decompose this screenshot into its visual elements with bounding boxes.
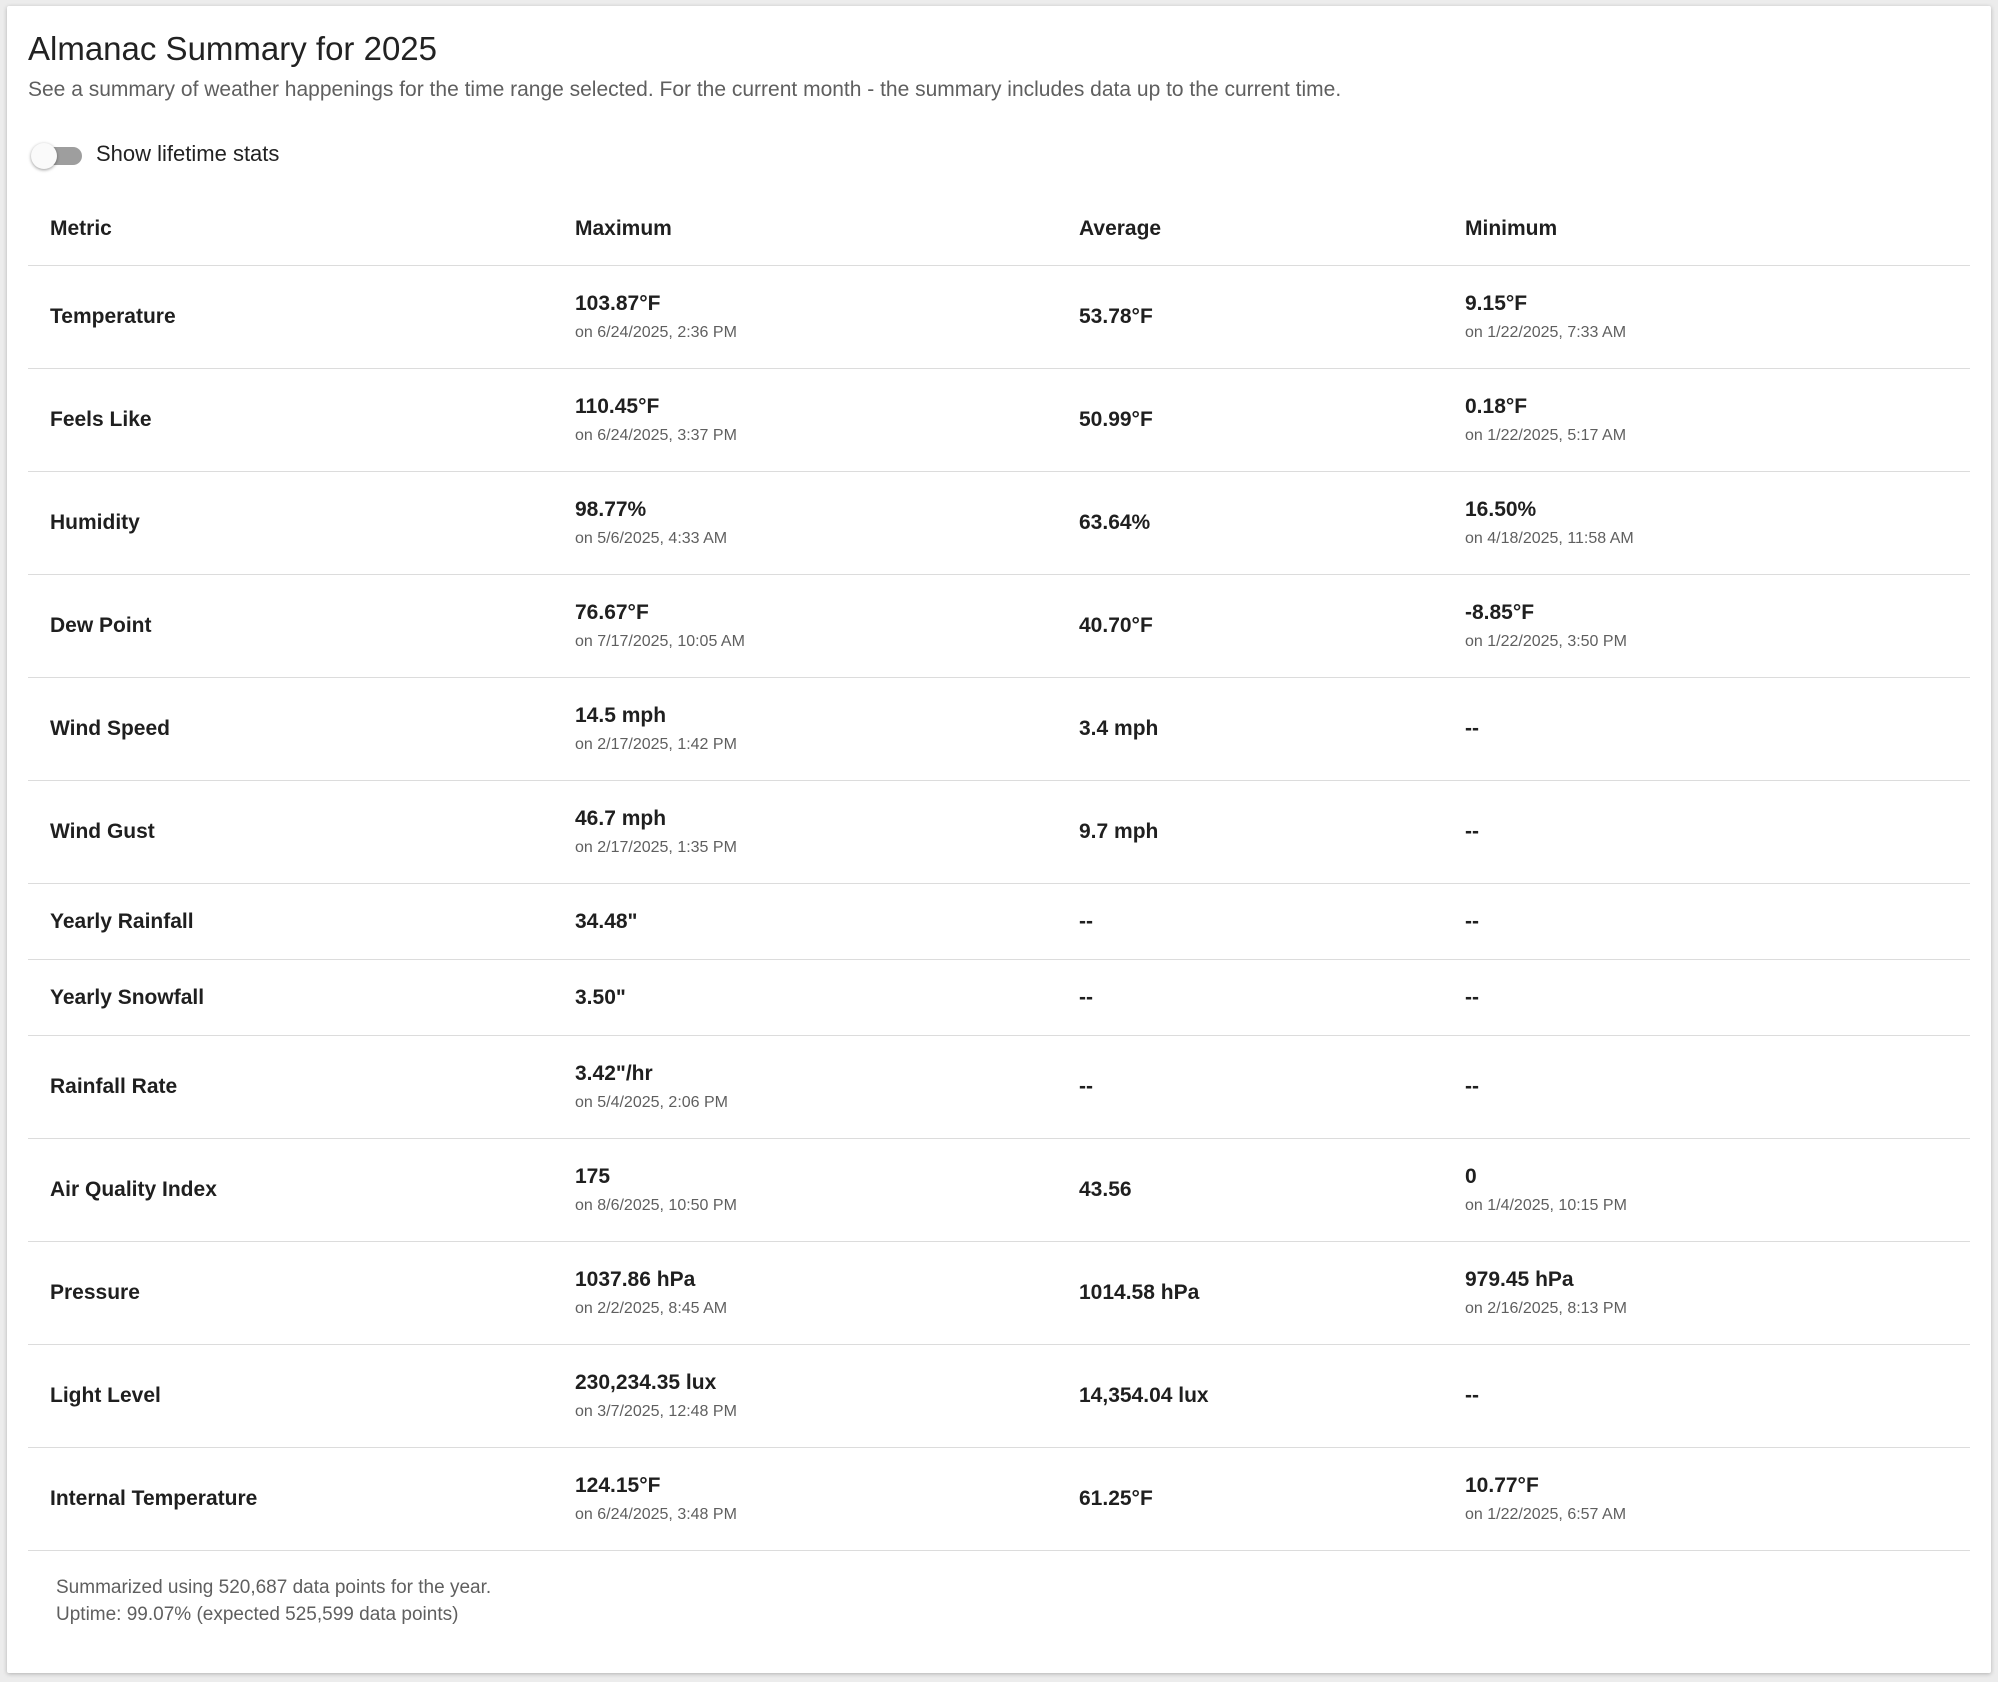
minimum-cell-value: -- xyxy=(1465,820,1479,843)
table-row xyxy=(28,1036,1970,1139)
minimum-cell xyxy=(1465,985,1970,1011)
metric-cell-value: Internal Temperature xyxy=(50,1487,258,1510)
lifetime-stats-toggle-row xyxy=(28,138,279,170)
table-row xyxy=(28,575,1970,678)
maximum-cell-value: 103.87°F xyxy=(575,292,661,315)
minimum-cell xyxy=(1465,819,1970,845)
maximum-cell-value: 98.77% xyxy=(575,498,647,521)
maximum-cell xyxy=(575,909,1079,935)
metric-cell-value: Wind Gust xyxy=(50,820,155,843)
minimum-cell-value: 0.18°F xyxy=(1465,395,1528,418)
average-cell xyxy=(1079,304,1465,330)
summary-footer xyxy=(56,1574,491,1628)
maximum-cell xyxy=(575,1370,1079,1422)
metric-cell-value: Feels Like xyxy=(50,408,152,431)
table-row xyxy=(28,1242,1970,1345)
metric-cell xyxy=(28,820,575,844)
minimum-cell xyxy=(1465,497,1970,549)
maximum-cell xyxy=(575,1473,1079,1525)
table-row xyxy=(28,1139,1970,1242)
minimum-cell xyxy=(1465,394,1970,446)
maximum-cell xyxy=(575,1164,1079,1216)
minimum-cell-timestamp: on 1/22/2025, 7:33 AM xyxy=(1465,324,1627,341)
average-cell xyxy=(1079,613,1465,639)
table-row xyxy=(28,369,1970,472)
maximum-cell-value: 14.5 mph xyxy=(575,704,667,727)
minimum-cell-timestamp: on 1/22/2025, 5:17 AM xyxy=(1465,427,1627,444)
maximum-cell-timestamp: on 5/6/2025, 4:33 AM xyxy=(575,530,728,547)
page-subtitle: See a summary of weather happenings for the time range selected. For the current month - the summary includes data up to the current time. xyxy=(28,78,1342,101)
metric-cell-value: Dew Point xyxy=(50,614,152,637)
table-row xyxy=(28,960,1970,1036)
minimum-cell xyxy=(1465,1267,1970,1319)
maximum-cell-timestamp: on 6/24/2025, 2:36 PM xyxy=(575,324,737,341)
average-cell-value: 53.78°F xyxy=(1079,305,1153,328)
table-row xyxy=(28,1345,1970,1448)
maximum-cell xyxy=(575,985,1079,1011)
column-header-metric: Metric xyxy=(50,216,112,240)
maximum-cell-value: 3.50" xyxy=(575,985,626,1009)
average-cell xyxy=(1079,1486,1465,1512)
maximum-cell-value: 124.15°F xyxy=(575,1474,661,1497)
column-header-minimum: Minimum xyxy=(1465,216,1558,240)
table-header xyxy=(28,192,1970,266)
metric-cell-value: Yearly Rainfall xyxy=(50,909,194,933)
metric-cell xyxy=(28,717,575,741)
minimum-cell xyxy=(1465,716,1970,742)
metric-cell xyxy=(28,1384,575,1408)
metric-cell-value: Yearly Snowfall xyxy=(50,985,205,1009)
metric-cell xyxy=(28,1487,575,1511)
maximum-cell-value: 230,234.35 lux xyxy=(575,1371,717,1394)
maximum-cell xyxy=(575,703,1079,755)
maximum-cell xyxy=(575,291,1079,343)
average-cell-value: 1014.58 hPa xyxy=(1079,1281,1200,1304)
maximum-cell-timestamp: on 7/17/2025, 10:05 AM xyxy=(575,633,745,650)
maximum-cell xyxy=(575,600,1079,652)
metric-cell xyxy=(28,614,575,638)
uptime-note: Uptime: 99.07% (expected 525,599 data points) xyxy=(56,1604,459,1625)
average-cell-value: -- xyxy=(1079,909,1093,933)
table-row xyxy=(28,884,1970,960)
average-cell-value: 61.25°F xyxy=(1079,1487,1153,1510)
minimum-cell-value: 979.45 hPa xyxy=(1465,1268,1574,1291)
minimum-cell-value: -8.85°F xyxy=(1465,601,1535,624)
metric-cell-value: Humidity xyxy=(50,511,140,534)
minimum-cell-timestamp: on 1/22/2025, 6:57 AM xyxy=(1465,1506,1627,1523)
column-header-maximum: Maximum xyxy=(575,216,672,240)
maximum-cell-timestamp: on 2/2/2025, 8:45 AM xyxy=(575,1300,728,1317)
maximum-cell-timestamp: on 2/17/2025, 1:35 PM xyxy=(575,839,737,856)
average-cell-value: 9.7 mph xyxy=(1079,820,1159,843)
maximum-cell-value: 1037.86 hPa xyxy=(575,1268,696,1291)
average-cell-value: 40.70°F xyxy=(1079,614,1153,637)
table-row xyxy=(28,1448,1970,1551)
almanac-card xyxy=(7,6,1991,1673)
minimum-cell xyxy=(1465,1383,1970,1409)
metric-cell-value: Pressure xyxy=(50,1281,140,1304)
average-cell-value: -- xyxy=(1079,985,1093,1009)
average-cell xyxy=(1079,1280,1465,1306)
minimum-cell xyxy=(1465,1473,1970,1525)
average-cell-value: 63.64% xyxy=(1079,511,1151,534)
average-cell xyxy=(1079,1074,1465,1100)
metric-cell-value: Wind Speed xyxy=(50,717,170,740)
average-cell-value: 43.56 xyxy=(1079,1178,1132,1201)
maximum-cell-value: 110.45°F xyxy=(575,395,660,418)
metric-cell xyxy=(28,1281,575,1305)
metric-cell xyxy=(28,511,575,535)
minimum-cell xyxy=(1465,291,1970,343)
minimum-cell xyxy=(1465,909,1970,935)
average-cell-value: -- xyxy=(1079,1075,1093,1098)
maximum-cell-timestamp: on 8/6/2025, 10:50 PM xyxy=(575,1197,737,1214)
average-cell xyxy=(1079,716,1465,742)
minimum-cell-timestamp: on 4/18/2025, 11:58 AM xyxy=(1465,530,1634,547)
table-row xyxy=(28,781,1970,884)
metric-cell-value: Rainfall Rate xyxy=(50,1075,178,1098)
data-points-note: Summarized using 520,687 data points for the year. xyxy=(56,1577,492,1598)
average-cell-value: 3.4 mph xyxy=(1079,717,1159,740)
column-header-average: Average xyxy=(1079,216,1162,240)
maximum-cell-timestamp: on 3/7/2025, 12:48 PM xyxy=(575,1403,737,1420)
metric-cell xyxy=(28,1075,575,1099)
almanac-table xyxy=(28,192,1970,1551)
minimum-cell-value: -- xyxy=(1465,717,1479,740)
average-cell xyxy=(1079,510,1465,536)
metric-cell xyxy=(28,305,575,329)
table-body xyxy=(28,266,1970,1551)
maximum-cell xyxy=(575,497,1079,549)
metric-cell xyxy=(28,1178,575,1202)
maximum-cell xyxy=(575,394,1079,446)
minimum-cell-value: -- xyxy=(1465,909,1479,933)
average-cell xyxy=(1079,819,1465,845)
average-cell xyxy=(1079,1383,1465,1409)
maximum-cell-value: 175 xyxy=(575,1165,611,1188)
table-row xyxy=(28,472,1970,575)
average-cell-value: 50.99°F xyxy=(1079,408,1153,431)
maximum-cell xyxy=(575,806,1079,858)
minimum-cell-value: -- xyxy=(1465,985,1479,1009)
minimum-cell-timestamp: on 1/22/2025, 3:50 PM xyxy=(1465,633,1627,650)
metric-cell xyxy=(28,408,575,432)
maximum-cell-value: 76.67°F xyxy=(575,601,649,624)
metric-cell-value: Temperature xyxy=(50,305,176,328)
minimum-cell xyxy=(1465,1164,1970,1216)
metric-cell xyxy=(28,910,575,934)
metric-cell-value: Air Quality Index xyxy=(50,1178,217,1201)
maximum-cell-value: 46.7 mph xyxy=(575,807,667,830)
minimum-cell xyxy=(1465,1074,1970,1100)
average-cell-value: 14,354.04 lux xyxy=(1079,1384,1209,1407)
metric-cell-value: Light Level xyxy=(50,1384,161,1407)
average-cell xyxy=(1079,407,1465,433)
minimum-cell-value: 0 xyxy=(1465,1165,1477,1188)
maximum-cell-timestamp: on 6/24/2025, 3:48 PM xyxy=(575,1506,737,1523)
maximum-cell-timestamp: on 2/17/2025, 1:42 PM xyxy=(575,736,737,753)
average-cell xyxy=(1079,909,1465,935)
maximum-cell-timestamp: on 6/24/2025, 3:37 PM xyxy=(575,427,737,444)
average-cell xyxy=(1079,985,1465,1011)
page-title: Almanac Summary for 2025 xyxy=(28,30,438,67)
minimum-cell xyxy=(1465,600,1970,652)
minimum-cell-value: 9.15°F xyxy=(1465,292,1528,315)
metric-cell xyxy=(28,986,575,1010)
switch-thumb xyxy=(31,143,57,169)
minimum-cell-value: 16.50% xyxy=(1465,498,1537,521)
maximum-cell-timestamp: on 5/4/2025, 2:06 PM xyxy=(575,1094,728,1111)
table-row xyxy=(28,678,1970,781)
minimum-cell-value: -- xyxy=(1465,1075,1479,1098)
maximum-cell xyxy=(575,1061,1079,1113)
maximum-cell-value: 34.48" xyxy=(575,909,638,933)
maximum-cell-value: 3.42"/hr xyxy=(575,1062,653,1085)
minimum-cell-value: 10.77°F xyxy=(1465,1474,1539,1497)
maximum-cell xyxy=(575,1267,1079,1319)
lifetime-stats-switch[interactable] xyxy=(28,138,84,170)
table-row xyxy=(28,266,1970,369)
minimum-cell-value: -- xyxy=(1465,1384,1479,1407)
minimum-cell-timestamp: on 2/16/2025, 8:13 PM xyxy=(1465,1300,1627,1317)
average-cell xyxy=(1079,1177,1465,1203)
minimum-cell-timestamp: on 1/4/2025, 10:15 PM xyxy=(1465,1197,1627,1214)
lifetime-stats-label[interactable]: Show lifetime stats xyxy=(96,141,280,166)
